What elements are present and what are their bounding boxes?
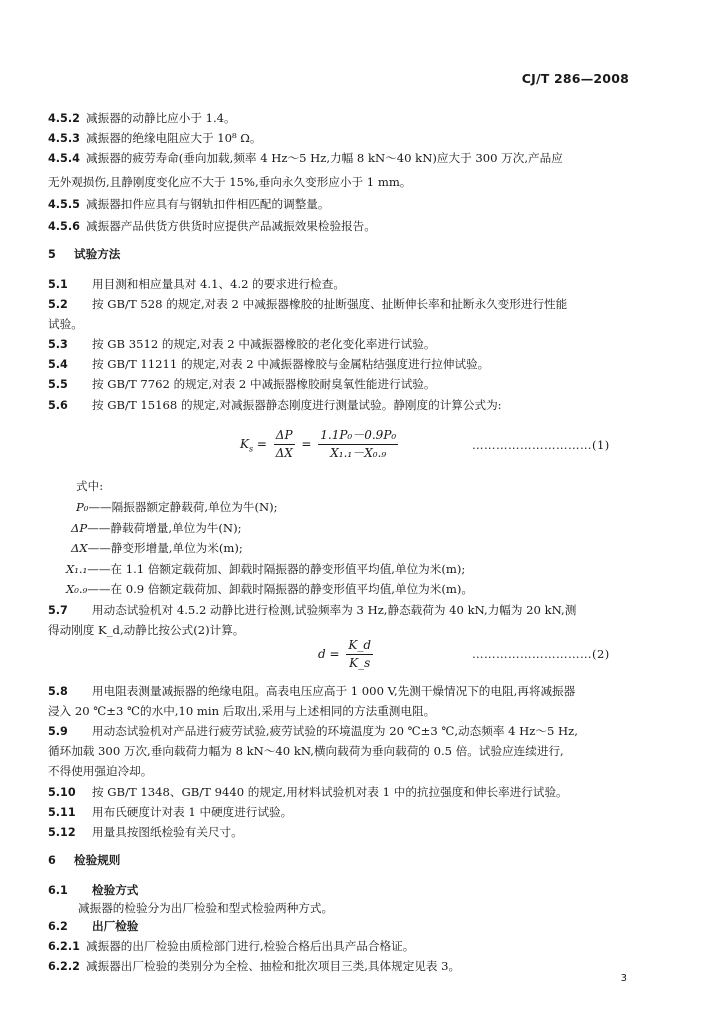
var-def-delta-p [71,520,242,536]
clause-5-3 [48,336,655,353]
equation-1-tag: …………………………(1) [472,438,610,452]
clause-text: 减振器的疲劳寿命(垂向加载,频率 4 Hz～5 Hz,力幅 8 kN～40 kN)应大于 300 万次,产品应 [86,151,563,165]
section-number: 6 [48,854,56,867]
clause-number: 5.5 [48,378,68,391]
eq-fraction-2 [318,428,398,461]
clause-6-1-heading [48,882,655,899]
eq-numerator: 1.1P₀－0.9P₀ [318,428,398,445]
clause-5-7 [48,602,655,619]
section-number: 5 [48,248,56,261]
var-description: ——在 0.9 倍额定载荷加、卸载时隔振器的静变形值平均值,单位为米(m)。 [87,582,474,596]
clause-number: 5.8 [48,685,68,698]
clause-title: 出厂检验 [92,919,139,933]
clause-text: 减振器扣件应具有与钢轨扣件相匹配的调整量。 [86,197,330,211]
clause-text: 按 GB/T 15168 的规定,对减振器静态刚度进行测量试验。静刚度的计算公式为: [92,398,502,412]
clause-number: 5.6 [48,399,68,412]
var-description: ——在 1.1 倍额定载荷加、卸载时隔振器的静变形值平均值,单位为米(m); [87,562,466,576]
clause-text: 按 GB/T 1348、GB/T 9440 的规定,用材料试验机对表 1 中的抗拉强度和伸长率进行试验。 [92,785,568,799]
clause-number: 6.2.2 [48,960,80,973]
clause-text: 减振器的出厂检验由质检部门进行,检验合格后出具产品合格证。 [86,939,415,953]
var-description: ——隔振器额定静载荷,单位为牛(N); [88,500,278,514]
clause-text: 循环加载 300 万次,垂向载荷力幅为 8 kN～40 kN,横向载荷为垂向载荷的 0.5 倍。试验应连续进行, [48,744,564,758]
clause-number: 5.3 [48,338,68,351]
var-symbol: P₀ [76,500,89,514]
eq-equals: = [329,647,340,661]
equation-2-tag: …………………………(2) [472,647,610,661]
clause-text: 减振器产品供货方供货时应提供产品减振效果检验报告。 [86,219,376,233]
clause-number: 5.2 [48,298,68,311]
eq-fraction [346,638,373,671]
var-symbol: X₁.₁ [66,562,88,576]
clause-title: 检验方式 [92,883,139,897]
clause-number: 4.5.6 [48,220,80,233]
clause-text: 减振器的绝缘电阻应大于 10⁸ Ω。 [86,131,262,145]
eq-numerator: K_d [346,638,373,655]
clause-text: 用布氏硬度计对表 1 中硬度进行试验。 [92,805,293,819]
var-def-x09 [66,581,473,597]
clause-text: 无外观损伤,且静刚度变化应不大于 15%,垂向永久变形应小于 1 mm。 [48,175,412,189]
eq-lhs: d [318,647,326,661]
section-title: 检验规则 [74,853,121,867]
clause-5-6 [48,397,655,414]
page-number: 3 [620,973,627,984]
equation-1 [240,428,401,461]
clause-6-2-heading [48,918,655,935]
clause-4-5-6 [48,218,655,235]
clause-number: 4.5.4 [48,152,80,165]
clause-text: 试验。 [48,317,83,331]
clause-5-2-continued [48,316,655,332]
eq-equals: = [256,437,267,451]
clause-5-11 [48,804,655,821]
eq-equals: = [301,437,312,451]
clause-number: 4.5.2 [48,112,80,125]
clause-text: 按 GB 3512 的规定,对表 2 中减振器橡胶的老化变化率进行试验。 [92,337,436,351]
clause-5-9 [48,723,655,740]
clause-number: 6.1 [48,884,68,897]
clause-5-5 [48,376,655,393]
clause-text: 减振器出厂检验的类别分为全检、抽检和批次项目三类,具体规定见表 3。 [86,959,461,973]
var-description: ——静载荷增量,单位为牛(N); [87,521,242,535]
equation-2 [318,638,376,671]
clause-number: 6.2 [48,920,68,933]
clause-5-2 [48,296,655,313]
clause-number: 6.2.1 [48,940,80,953]
var-def-x11 [66,561,465,577]
clause-text: 用电阻表测量减振器的绝缘电阻。高表电压应高于 1 000 V,先测干燥情况下的电阻,再将减振器 [92,684,576,698]
clause-6-1-text: 减振器的检验分为出厂检验和型式检验两种方式。 [78,901,334,915]
clause-5-7-continued [48,622,655,638]
clause-text: 浸入 20 ℃±3 ℃的水中,10 min 后取出,采用与上述相同的方法重测电阻。 [48,704,436,718]
var-description: ——静变形增量,单位为米(m); [87,541,243,555]
eq-numerator: ΔP [274,428,295,445]
section-title: 试验方法 [74,247,121,261]
clause-number: 5.7 [48,604,68,617]
eq-denominator: X₁.₁－X₀.₉ [330,446,387,460]
clause-text: 按 GB/T 11211 的规定,对表 2 中减振器橡胶与金属粘结强度进行拉伸试验。 [92,357,490,371]
clause-text: 用动态试验机对 4.5.2 动静比进行检测,试验频率为 3 Hz,静态载荷为 40 kN,力幅为 20 kN,测 [92,603,577,617]
clause-5-10 [48,784,655,801]
clause-4-5-5 [48,196,655,213]
clause-text: 得动刚度 K_d,动静比按公式(2)计算。 [48,623,245,637]
clause-text: 不得使用强迫冷却。 [48,764,153,778]
clause-text: 用动态试验机对产品进行疲劳试验,疲劳试验的环境温度为 20 ℃±3 ℃,动态频率 4 Hz～5 Hz, [92,724,578,738]
clause-5-12 [48,824,655,841]
section-5-heading [48,246,655,263]
clause-number: 5.4 [48,358,68,371]
clause-text: 按 GB/T 7762 的规定,对表 2 中减振器橡胶耐臭氧性能进行试验。 [92,377,436,391]
clause-text: 减振器的动静比应小于 1.4。 [86,111,236,125]
var-symbol: ΔX [71,541,88,555]
clause-number: 5.9 [48,725,68,738]
clause-5-9-continued [48,743,655,759]
clause-4-5-4 [48,150,655,167]
clause-5-1 [48,276,655,293]
eq-denominator: K_s [349,656,371,670]
clause-6-2-2 [48,958,655,975]
clause-number: 4.5.3 [48,132,80,145]
eq-lhs: K [240,437,249,451]
clause-5-9-continued-2 [48,763,655,779]
clause-number: 5.12 [48,826,76,839]
clause-4-5-4-continued [48,174,655,190]
var-symbol: ΔP [71,521,88,535]
clause-4-5-3 [48,130,655,147]
var-def-delta-x [71,540,243,556]
section-6-heading [48,852,655,869]
where-label: 式中: [76,479,104,493]
clause-6-2-1 [48,938,655,955]
clause-number: 5.11 [48,806,76,819]
document-code: CJ/T 286—2008 [521,71,629,86]
clause-text: 用目测和相应量具对 4.1、4.2 的要求进行检查。 [92,277,345,291]
clause-text: 用量具按图纸检验有关尺寸。 [92,825,243,839]
clause-number: 5.10 [48,786,76,799]
clause-5-8 [48,683,655,700]
clause-number: 5.1 [48,278,68,291]
var-def-p0 [76,499,278,515]
clause-text: 按 GB/T 528 的规定,对表 2 中减振器橡胶的扯断强度、扯断伸长率和扯断永久变形进行性能 [92,297,568,311]
eq-fraction-1 [274,428,295,461]
clause-5-8-continued [48,703,655,719]
clause-5-4 [48,356,655,373]
eq-lhs-sub: s [248,444,254,454]
clause-number: 4.5.5 [48,198,80,211]
var-symbol: X₀.₉ [66,582,88,596]
eq-denominator: ΔX [275,446,293,460]
clause-4-5-2 [48,110,655,127]
